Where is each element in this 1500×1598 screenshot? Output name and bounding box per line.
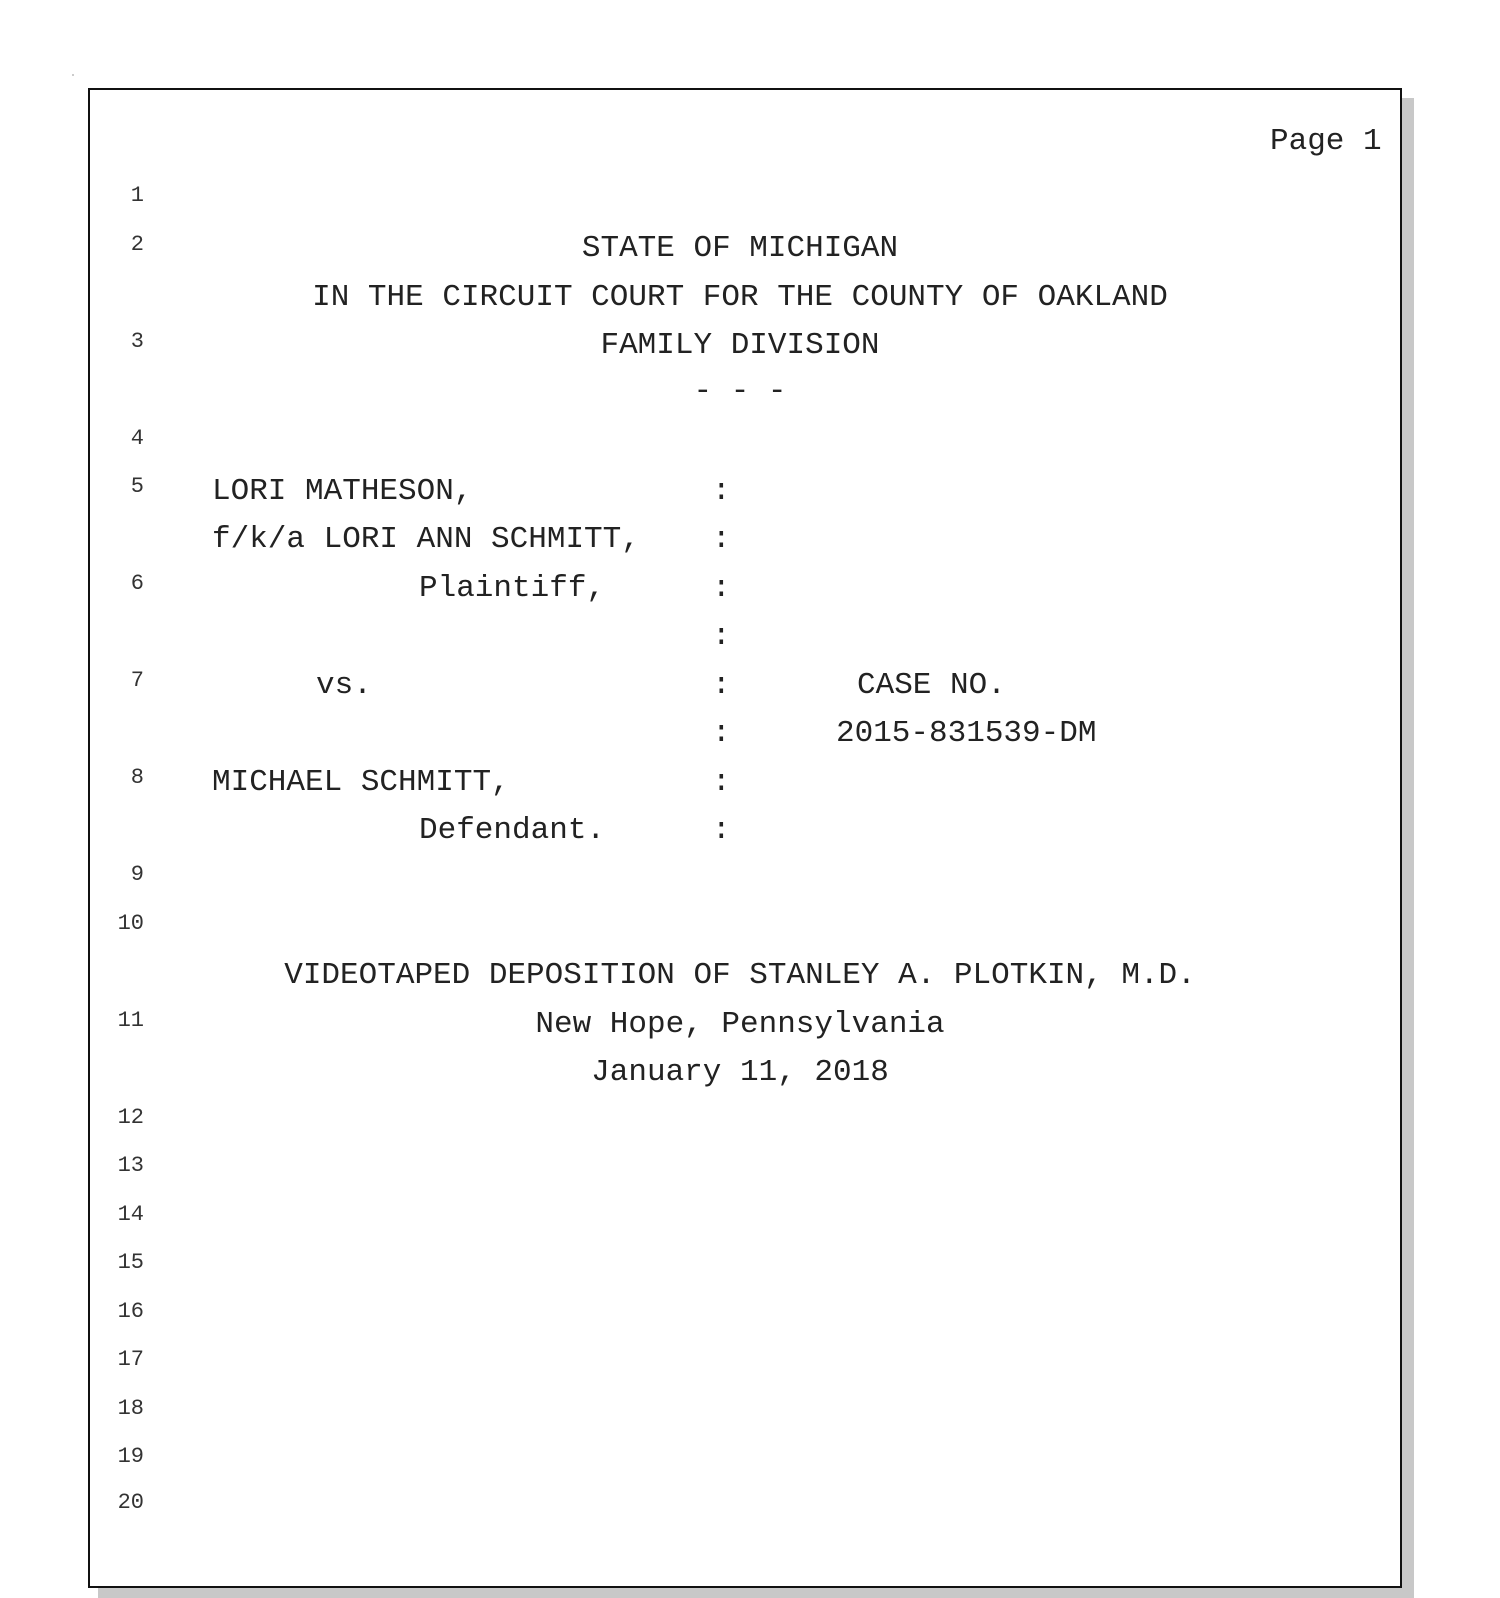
caption-state: STATE OF MICHIGAN bbox=[581, 231, 899, 266]
case-number-label: CASE NO. bbox=[857, 668, 1006, 703]
plaintiff-name: LORI MATHESON, bbox=[212, 474, 473, 509]
line-number-18: 18 bbox=[117, 1396, 144, 1421]
line-number-1: 1 bbox=[130, 183, 144, 208]
caption-divider: - - - bbox=[693, 374, 787, 409]
caption-colon: : bbox=[712, 813, 731, 848]
deposition-title: VIDEOTAPED DEPOSITION OF STANLEY A. PLOTKIN, M.D. bbox=[284, 958, 1196, 993]
deposition-location: New Hope, Pennsylvania bbox=[535, 1007, 945, 1042]
deposition-date: January 11, 2018 bbox=[591, 1055, 889, 1090]
line-number-11: 11 bbox=[117, 1008, 144, 1033]
line-number-20: 20 bbox=[117, 1490, 144, 1515]
line-number-6: 6 bbox=[130, 571, 144, 596]
caption-colon: : bbox=[712, 716, 731, 751]
caption-colon: : bbox=[712, 668, 731, 703]
plaintiff-role: Plaintiff, bbox=[419, 571, 606, 606]
line-number-2: 2 bbox=[130, 232, 144, 257]
line-number-12: 12 bbox=[117, 1105, 144, 1130]
caption-court: IN THE CIRCUIT COURT FOR THE COUNTY OF OAKLAND bbox=[312, 280, 1168, 315]
line-number-19: 19 bbox=[117, 1444, 144, 1469]
line-number-17: 17 bbox=[117, 1347, 144, 1372]
line-number-14: 14 bbox=[117, 1202, 144, 1227]
line-number-16: 16 bbox=[117, 1299, 144, 1324]
line-number-8: 8 bbox=[130, 765, 144, 790]
page-number-label: Page 1 bbox=[1270, 124, 1382, 159]
scan-speck bbox=[72, 74, 74, 76]
versus-label: vs. bbox=[316, 668, 372, 703]
line-number-3: 3 bbox=[130, 329, 144, 354]
line-number-10: 10 bbox=[117, 911, 144, 936]
line-number-4: 4 bbox=[130, 426, 144, 451]
line-number-9: 9 bbox=[130, 862, 144, 887]
line-number-15: 15 bbox=[117, 1250, 144, 1275]
defendant-name: MICHAEL SCHMITT, bbox=[212, 765, 510, 800]
caption-colon: : bbox=[712, 522, 731, 557]
case-number: 2015-831539-DM bbox=[836, 716, 1097, 751]
caption-colon: : bbox=[712, 571, 731, 606]
plaintiff-fka: f/k/a LORI ANN SCHMITT, bbox=[212, 522, 640, 557]
line-number-5: 5 bbox=[130, 474, 144, 499]
line-number-7: 7 bbox=[130, 668, 144, 693]
caption-colon: : bbox=[712, 619, 731, 654]
caption-colon: : bbox=[712, 474, 731, 509]
defendant-role: Defendant. bbox=[419, 813, 606, 848]
caption-colon: : bbox=[712, 765, 731, 800]
line-number-13: 13 bbox=[117, 1153, 144, 1178]
caption-division: FAMILY DIVISION bbox=[600, 328, 880, 363]
